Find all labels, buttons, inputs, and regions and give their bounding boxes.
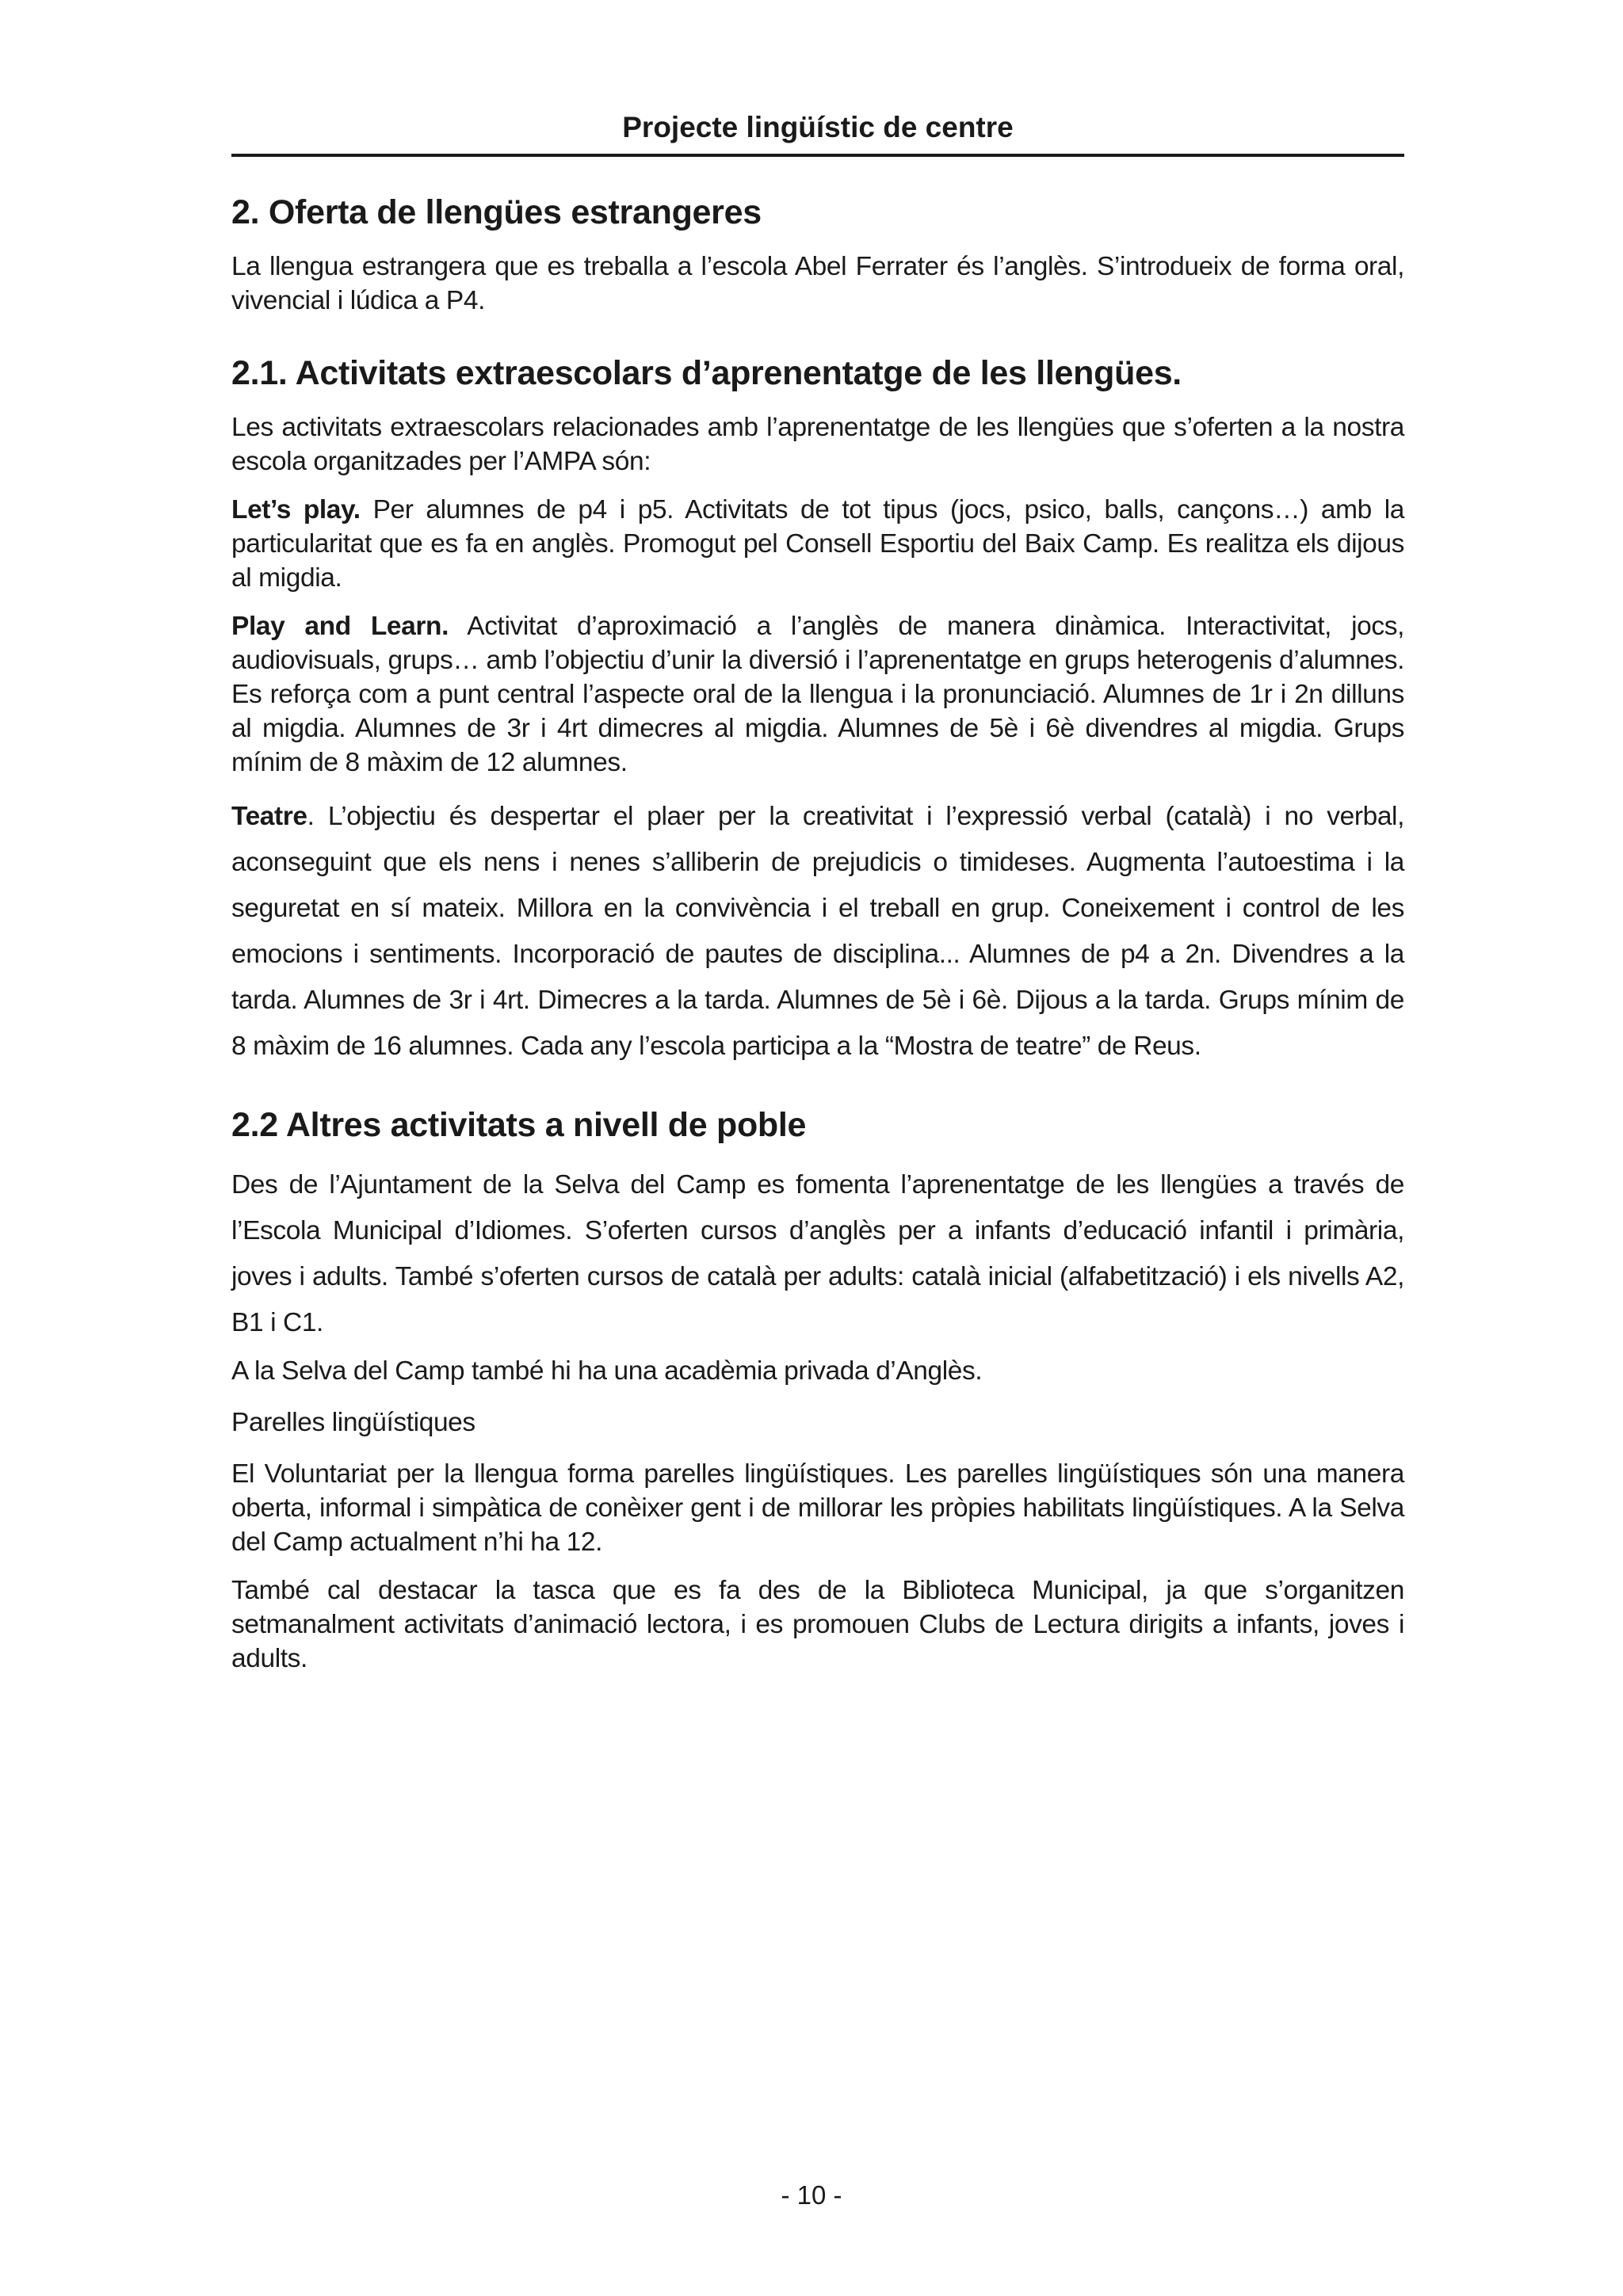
paragraph: Parelles lingüístiques [231,1408,475,1437]
paragraph: També cal destacar la tasca que es fa des de la Biblioteca Municipal, ja que s’organitzen setmanalment activitats d’animació lectora, i es promouen Clubs de Lectura dirigits a infants, joves i adults. [231,1576,1404,1673]
paragraph: A la Selva del Camp també hi ha una acadèmia privada d’Anglès. [231,1356,983,1386]
activity-text: . L’objectiu és despertar el plaer per la creativitat i l’expressió verbal (català) i no verbal, aconseguint que els nens i nenes s’alliberin de prejudicis o timideses. Augmenta l’autoestima i la seguretat en sí mateix. Millora en la convivència i el treball en grup. Coneixement i control de les emocions i sentiments. Incorporació de pautes de disciplina... Alumnes de p4 a 2n. Divendres a la tarda. Alumnes de 3r i 4rt. Dimecres a la tarda. Alumnes de 5è i 6è. Dijous a la tarda. Grups mínim de 8 màxim de 16 alumnes. Cada any l’escola participa a la “Mostra de teatre” de Reus. [231,802,1404,1061]
paragraph: El Voluntariat per la llengua forma parelles lingüístiques. Les parelles lingüístiques són una manera oberta, informal i simpàtica de conèixer gent i de millorar les pròpies habilitats lingüístiques. A la Selva del Camp actualment n’hi ha 12. [231,1459,1404,1557]
activity-text: Activitat d’aproximació a l’anglès de manera dinàmica. Interactivitat, jocs, audiovisuals, grups… amb l’objectiu d’unir la diversió i l’aprenentatge en grups heterogenis d’alumnes. Es reforça com a punt central l’aspecte oral de la llengua i la pronunciació. Alumnes de 1r i 2n dilluns al migdia. Alumnes de 3r i 4rt dimecres al migdia. Alumnes de 5è i 6è divendres al migdia. Grups mínim de 8 màxim de 12 alumnes. [231,612,1404,777]
activity-title: Play and Learn. [231,612,449,641]
paragraph-teatre [231,794,1404,1070]
page-header [231,111,1404,157]
paragraph-play-learn [231,609,1404,780]
paragraph: La llengua estrangera que es treballa a l’escola Abel Ferrater és l’anglès. S’introdueix de forma oral, vivencial i lúdica a P4. [231,252,1404,315]
paragraph: Les activitats extraescolars relacionades amb l’aprenentatge de les llengües que s’oferten a la nostra escola organitzades per l’AMPA són: [231,413,1404,476]
header-title: Projecte lingüístic de centre [622,111,1014,143]
page-number: - 10 - [781,2180,842,2210]
document-page [231,111,1404,1690]
paragraph-lets-play [231,493,1404,595]
section-heading: 2.1. Activitats extraescolars d’aprenentatge de les llengües. [231,354,1182,392]
section-heading: 2. Oferta de llengües estrangeres [231,193,762,231]
section-heading: 2.2 Altres activitats a nivell de poble [231,1106,807,1144]
activity-text: Per alumnes de p4 i p5. Activitats de tot tipus (jocs, psico, balls, cançons…) amb la particularitat que es fa en anglès. Promogut pel Consell Esportiu del Baix Camp. Es realitza els dijous al migdia. [231,495,1404,593]
activity-title: Teatre [231,802,307,831]
activity-title: Let’s play. [231,495,361,524]
paragraph: Des de l’Ajuntament de la Selva del Camp es fomenta l’aprenentatge de les llengües a través de l’Escola Municipal d’Idiomes. S’oferten cursos d’anglès per a infants d’educació infantil i primària, joves i adults. També s’oferten cursos de català per adults: català inicial (alfabetització) i els nivells A2, B1 i C1. [231,1170,1404,1337]
